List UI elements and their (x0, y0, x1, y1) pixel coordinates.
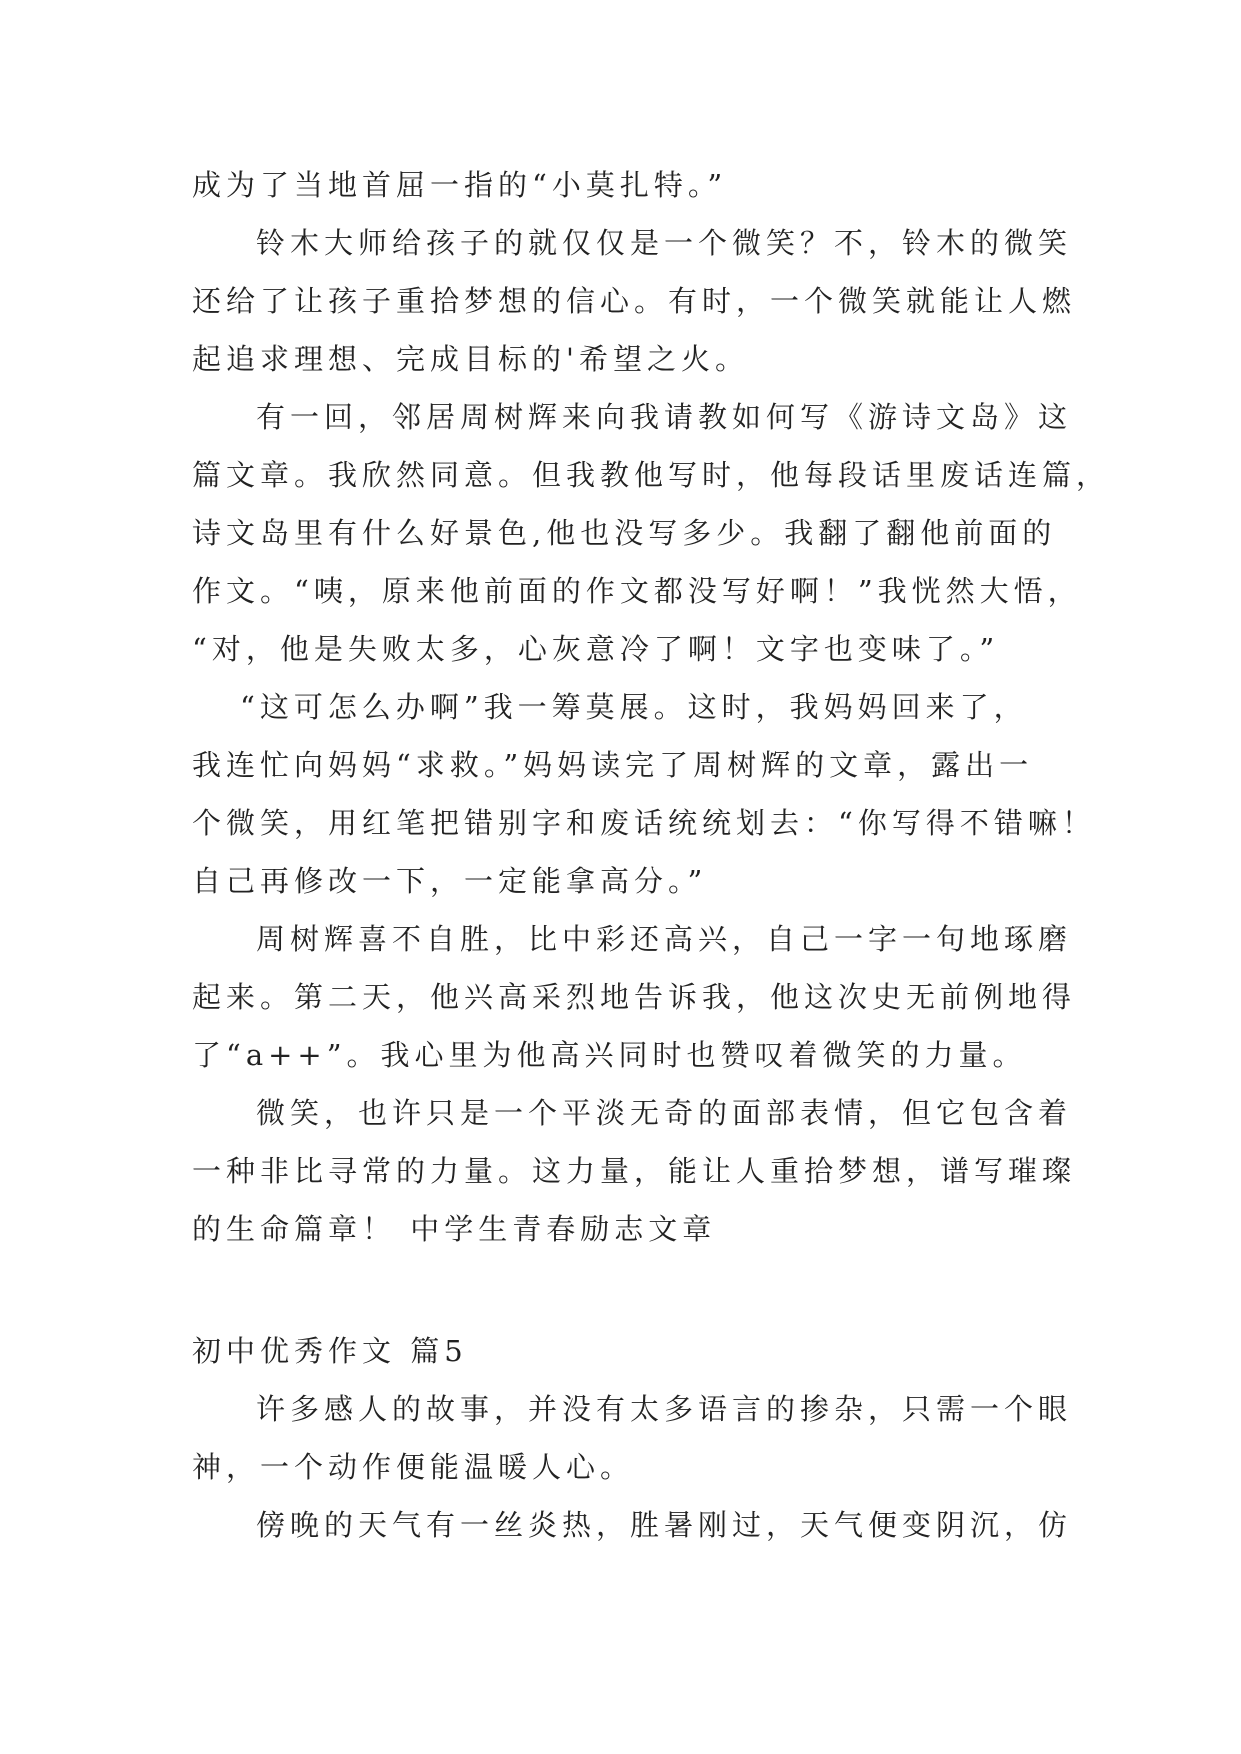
text-line: 起来。第二天，他兴高采烈地告诉我，他这次史无前例地得 (192, 980, 1077, 1014)
text-line: 一种非比寻常的力量。这力量，能让人重拾梦想，谱写璀璨 (192, 1154, 1077, 1188)
paragraph (192, 1084, 1077, 1258)
text-line: 许多感人的故事，并没有太多语言的掺杂，只需一个眼 (256, 1392, 1073, 1426)
text-line: 周树辉喜不自胜，比中彩还高兴，自己一字一句地琢磨 (256, 922, 1073, 956)
paragraph (192, 214, 1077, 388)
paragraph (192, 910, 1077, 1084)
text-line: “这可怎么办啊”我一筹莫展。这时，我妈妈回来了， (240, 690, 1028, 724)
text-line: 了“a++”。我心里为他高兴同时也赞叹着微笑的力量。 (192, 1038, 1027, 1072)
text-line: 篇文章。我欣然同意。但我教他写时，他每段话里废话连篇， (192, 458, 1111, 492)
text-line: 我连忙向妈妈“求救。”妈妈读完了周树辉的文章，露出一 (192, 748, 1034, 782)
text-line: 的生命篇章！ 中学生青春励志文章 (192, 1212, 717, 1246)
text-line: 成为了当地首屈一指的“小莫扎特。” (192, 168, 728, 202)
paragraph (192, 1496, 1073, 1554)
document-body (192, 156, 1111, 1554)
paragraph (192, 1380, 1073, 1496)
text-line: 有一回，邻居周树辉来向我请教如何写《游诗文岛》这 (256, 400, 1073, 434)
text-line: 起追求理想、完成目标的'希望之火。 (192, 342, 749, 376)
text-line: 傍晚的天气有一丝炎热，胜暑刚过，天气便变阴沉，仿 (256, 1508, 1073, 1542)
text-line: 神，一个动作便能温暖人心。 (192, 1450, 635, 1484)
text-line: 微笑，也许只是一个平淡无奇的面部表情，但它包含着 (256, 1096, 1073, 1130)
text-line: 自己再修改一下，一定能拿高分。” (192, 864, 708, 898)
text-line: 铃木大师给孩子的就仅仅是一个微笑？不，铃木的微笑 (256, 226, 1073, 260)
text-line: 作文。“咦，原来他前面的作文都没写好啊！”我恍然大悟， (192, 574, 1082, 608)
text-line: 诗文岛里有什么好景色,他也没写多少。我翻了翻他前面的 (192, 516, 1057, 550)
text-line: “对，他是失败太多，心灰意冷了啊！文字也变味了。” (192, 632, 1000, 666)
section-spacer (192, 1258, 1052, 1322)
text-line: 个微笑，用红笔把错别字和废话统统划去：“你写得不错嘛！ (192, 806, 1096, 840)
paragraph (192, 156, 1052, 214)
text-line: 还给了让孩子重拾梦想的信心。有时，一个微笑就能让人燃 (192, 284, 1077, 318)
section-heading: 初中优秀作文 篇5 (192, 1334, 468, 1368)
paragraph (192, 678, 1096, 910)
paragraph (192, 388, 1111, 678)
